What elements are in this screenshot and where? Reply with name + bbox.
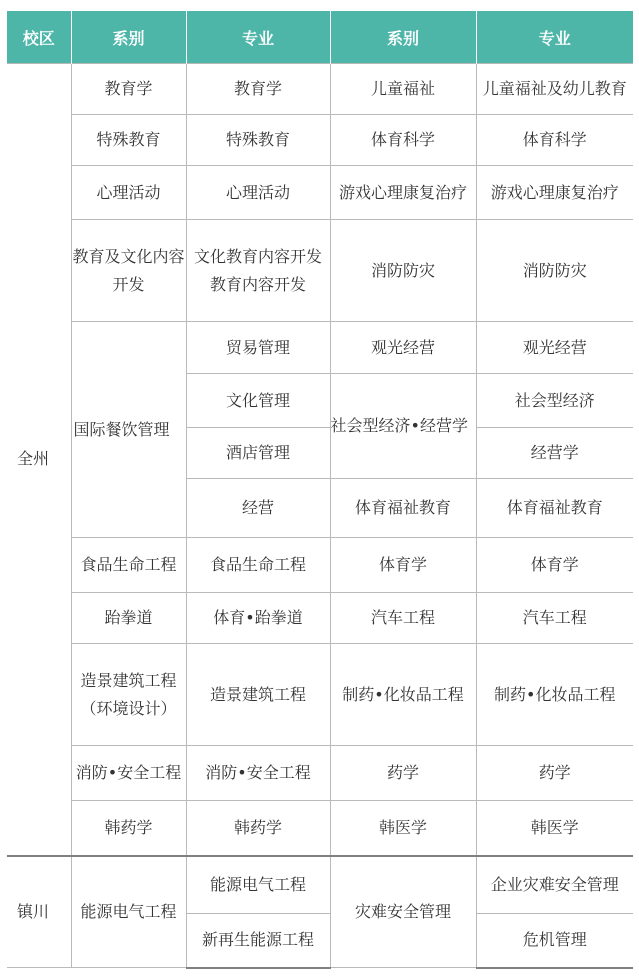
cell-department: 消防•安全工程	[71, 746, 186, 801]
cell-department: 韩医学	[330, 801, 476, 856]
cell-major: 韩药学	[186, 801, 330, 856]
header-department: 系别	[330, 11, 476, 64]
cell-department: 能源电气工程	[71, 856, 186, 968]
table-row	[7, 115, 633, 166]
cell-department: 体育福祉教育	[330, 479, 476, 538]
cell-major: 汽车工程	[476, 593, 633, 644]
table-row	[7, 593, 633, 644]
cell-department: 社会型经济•经营学	[330, 374, 476, 479]
header-row	[7, 11, 633, 64]
table-row	[7, 166, 633, 220]
table-row	[7, 856, 633, 914]
cell-major: 贸易管理	[186, 322, 330, 374]
cell-major: 新再生能源工程	[186, 914, 330, 968]
header-major: 专业	[186, 11, 330, 64]
cell-major: 危机管理	[476, 914, 633, 968]
cell-department: 儿童福祉	[330, 64, 476, 115]
cell-major: 消防•安全工程	[186, 746, 330, 801]
cell-major: 制药•化妆品工程	[476, 644, 633, 746]
cell-major: 食品生命工程	[186, 538, 330, 593]
cell-major: 酒店管理	[186, 428, 330, 479]
table-row	[7, 644, 633, 746]
cell-department: 特殊教育	[71, 115, 186, 166]
campus-jeonju: 全州	[7, 64, 71, 856]
table-row	[7, 746, 633, 801]
cell-major: 特殊教育	[186, 115, 330, 166]
cell-department: 韩药学	[71, 801, 186, 856]
campus-jincheon: 镇川	[7, 856, 71, 968]
majors-table	[7, 11, 633, 969]
cell-department: 汽车工程	[330, 593, 476, 644]
cell-department: 心理活动	[71, 166, 186, 220]
cell-department: 食品生命工程	[71, 538, 186, 593]
cell-department: 体育学	[330, 538, 476, 593]
cell-department: 灾难安全管理	[330, 856, 476, 968]
cell-major: 能源电气工程	[186, 856, 330, 914]
cell-department: 体育科学	[330, 115, 476, 166]
cell-major: 教育学	[186, 64, 330, 115]
cell-major: 造景建筑工程	[186, 644, 330, 746]
cell-major: 体育学	[476, 538, 633, 593]
table-row	[7, 538, 633, 593]
cell-major: 体育科学	[476, 115, 633, 166]
cell-major: 体育福祉教育	[476, 479, 633, 538]
cell-major: 观光经营	[476, 322, 633, 374]
cell-major: 体育•跆拳道	[186, 593, 330, 644]
cell-department: 制药•化妆品工程	[330, 644, 476, 746]
cell-department: 观光经营	[330, 322, 476, 374]
cell-major: 社会型经济	[476, 374, 633, 428]
cell-major: 游戏心理康复治疗	[476, 166, 633, 220]
cell-major: 文化管理	[186, 374, 330, 428]
cell-major: 儿童福祉及幼儿教育	[476, 64, 633, 115]
table-row	[7, 64, 633, 115]
cell-department: 教育学	[71, 64, 186, 115]
header-department: 系别	[71, 11, 186, 64]
header-campus: 校区	[7, 11, 71, 64]
cell-major: 经营	[186, 479, 330, 538]
table-row	[7, 801, 633, 856]
cell-department: 造景建筑工程（环境设计）	[71, 644, 186, 746]
cell-department: 游戏心理康复治疗	[330, 166, 476, 220]
cell-department: 跆拳道	[71, 593, 186, 644]
cell-department: 药学	[330, 746, 476, 801]
table-row	[7, 322, 633, 374]
cell-major: 药学	[476, 746, 633, 801]
header-major: 专业	[476, 11, 633, 64]
cell-major: 消防防灾	[476, 220, 633, 322]
cell-department: 教育及文化内容开发	[71, 220, 186, 322]
cell-major: 企业灾难安全管理	[476, 856, 633, 914]
cell-department: 消防防灾	[330, 220, 476, 322]
cell-major: 心理活动	[186, 166, 330, 220]
cell-major: 韩医学	[476, 801, 633, 856]
cell-department: 国际餐饮管理	[71, 322, 186, 538]
cell-major: 经营学	[476, 428, 633, 479]
cell-major: 文化教育内容开发 教育内容开发	[186, 220, 330, 322]
table-row	[7, 220, 633, 322]
